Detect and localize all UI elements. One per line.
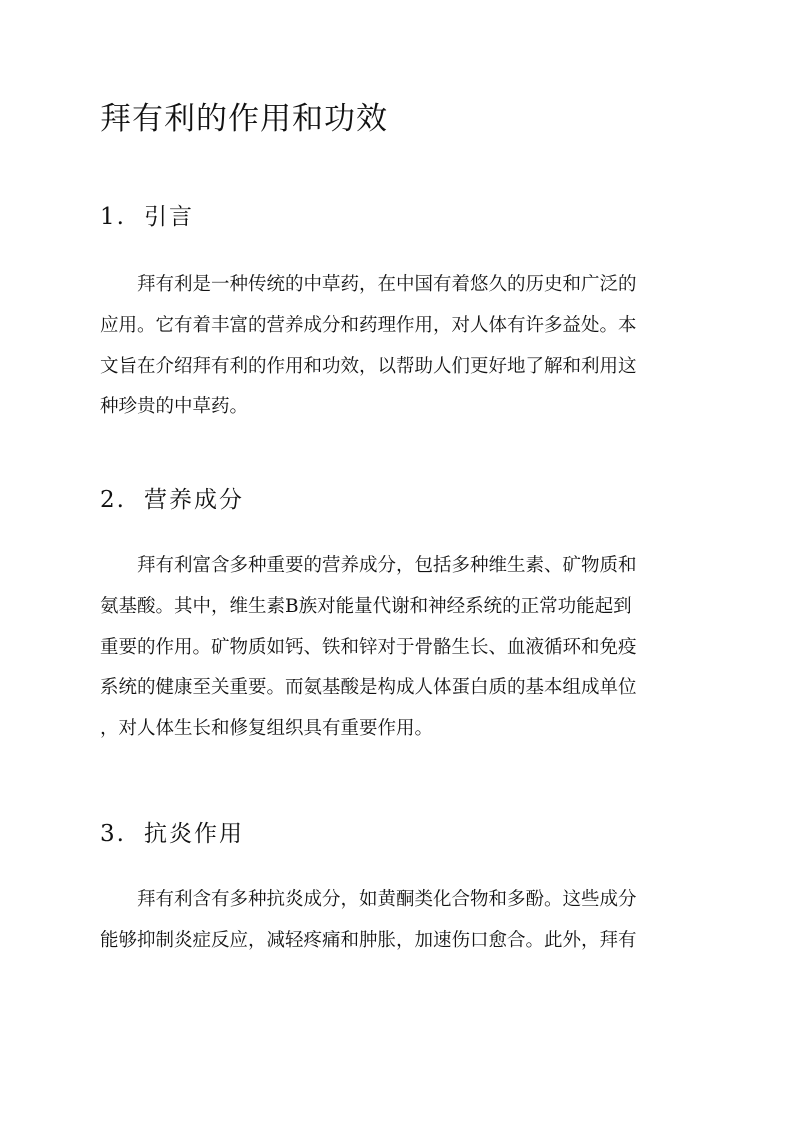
section-title: 引言 xyxy=(144,204,194,230)
section-paragraph-anti-inflammatory xyxy=(100,880,700,962)
paragraph-line: 系统的健康至关重要。而氨基酸是构成人体蛋白质的基本组成单位 xyxy=(100,677,637,699)
section-heading-anti-inflammatory xyxy=(100,815,244,848)
paragraph-line: 拜有利是一种传统的中草药，在中国有着悠久的历史和广泛的 xyxy=(137,274,637,295)
paragraph-line: 种珍贵的中草药。 xyxy=(100,396,249,418)
paragraph-line: 应用。它有着丰富的营养成分和药理作用，对人体有许多益处。本 xyxy=(100,314,637,336)
paragraph-line: 能够抑制炎症反应，减轻疼痛和肿胀，加速伤口愈合。此外，拜有 xyxy=(100,929,637,951)
document-title: 拜有利的作用和功效 xyxy=(100,101,388,137)
paragraph-line: 重要的作用。矿物质如钙、铁和锌对于骨骼生长、血液循环和免疫 xyxy=(100,636,637,658)
paragraph-line: 拜有利富含多种重要的营养成分，包括多种维生素、矿物质和 xyxy=(137,555,637,576)
section-title: 营养成分 xyxy=(144,487,244,513)
section-heading-nutrition xyxy=(100,481,244,514)
paragraph-line: 氨基酸。其中，维生素B族对能量代谢和神经系统的正常功能起到 xyxy=(100,595,632,617)
section-number: 3. xyxy=(100,821,126,847)
section-title: 抗炎作用 xyxy=(144,821,244,847)
paragraph-line: ，对人体生长和修复组织具有重要作用。 xyxy=(100,718,434,740)
section-heading-intro xyxy=(100,198,194,231)
paragraph-line: 拜有利含有多种抗炎成分，如黄酮类化合物和多酚。这些成分 xyxy=(137,889,637,910)
section-paragraph-intro xyxy=(100,265,700,428)
paragraph-line: 文旨在介绍拜有利的作用和功效，以帮助人们更好地了解和利用这 xyxy=(100,355,637,377)
section-number: 1. xyxy=(100,204,126,230)
section-paragraph-nutrition xyxy=(100,546,700,750)
section-number: 2. xyxy=(100,487,126,513)
